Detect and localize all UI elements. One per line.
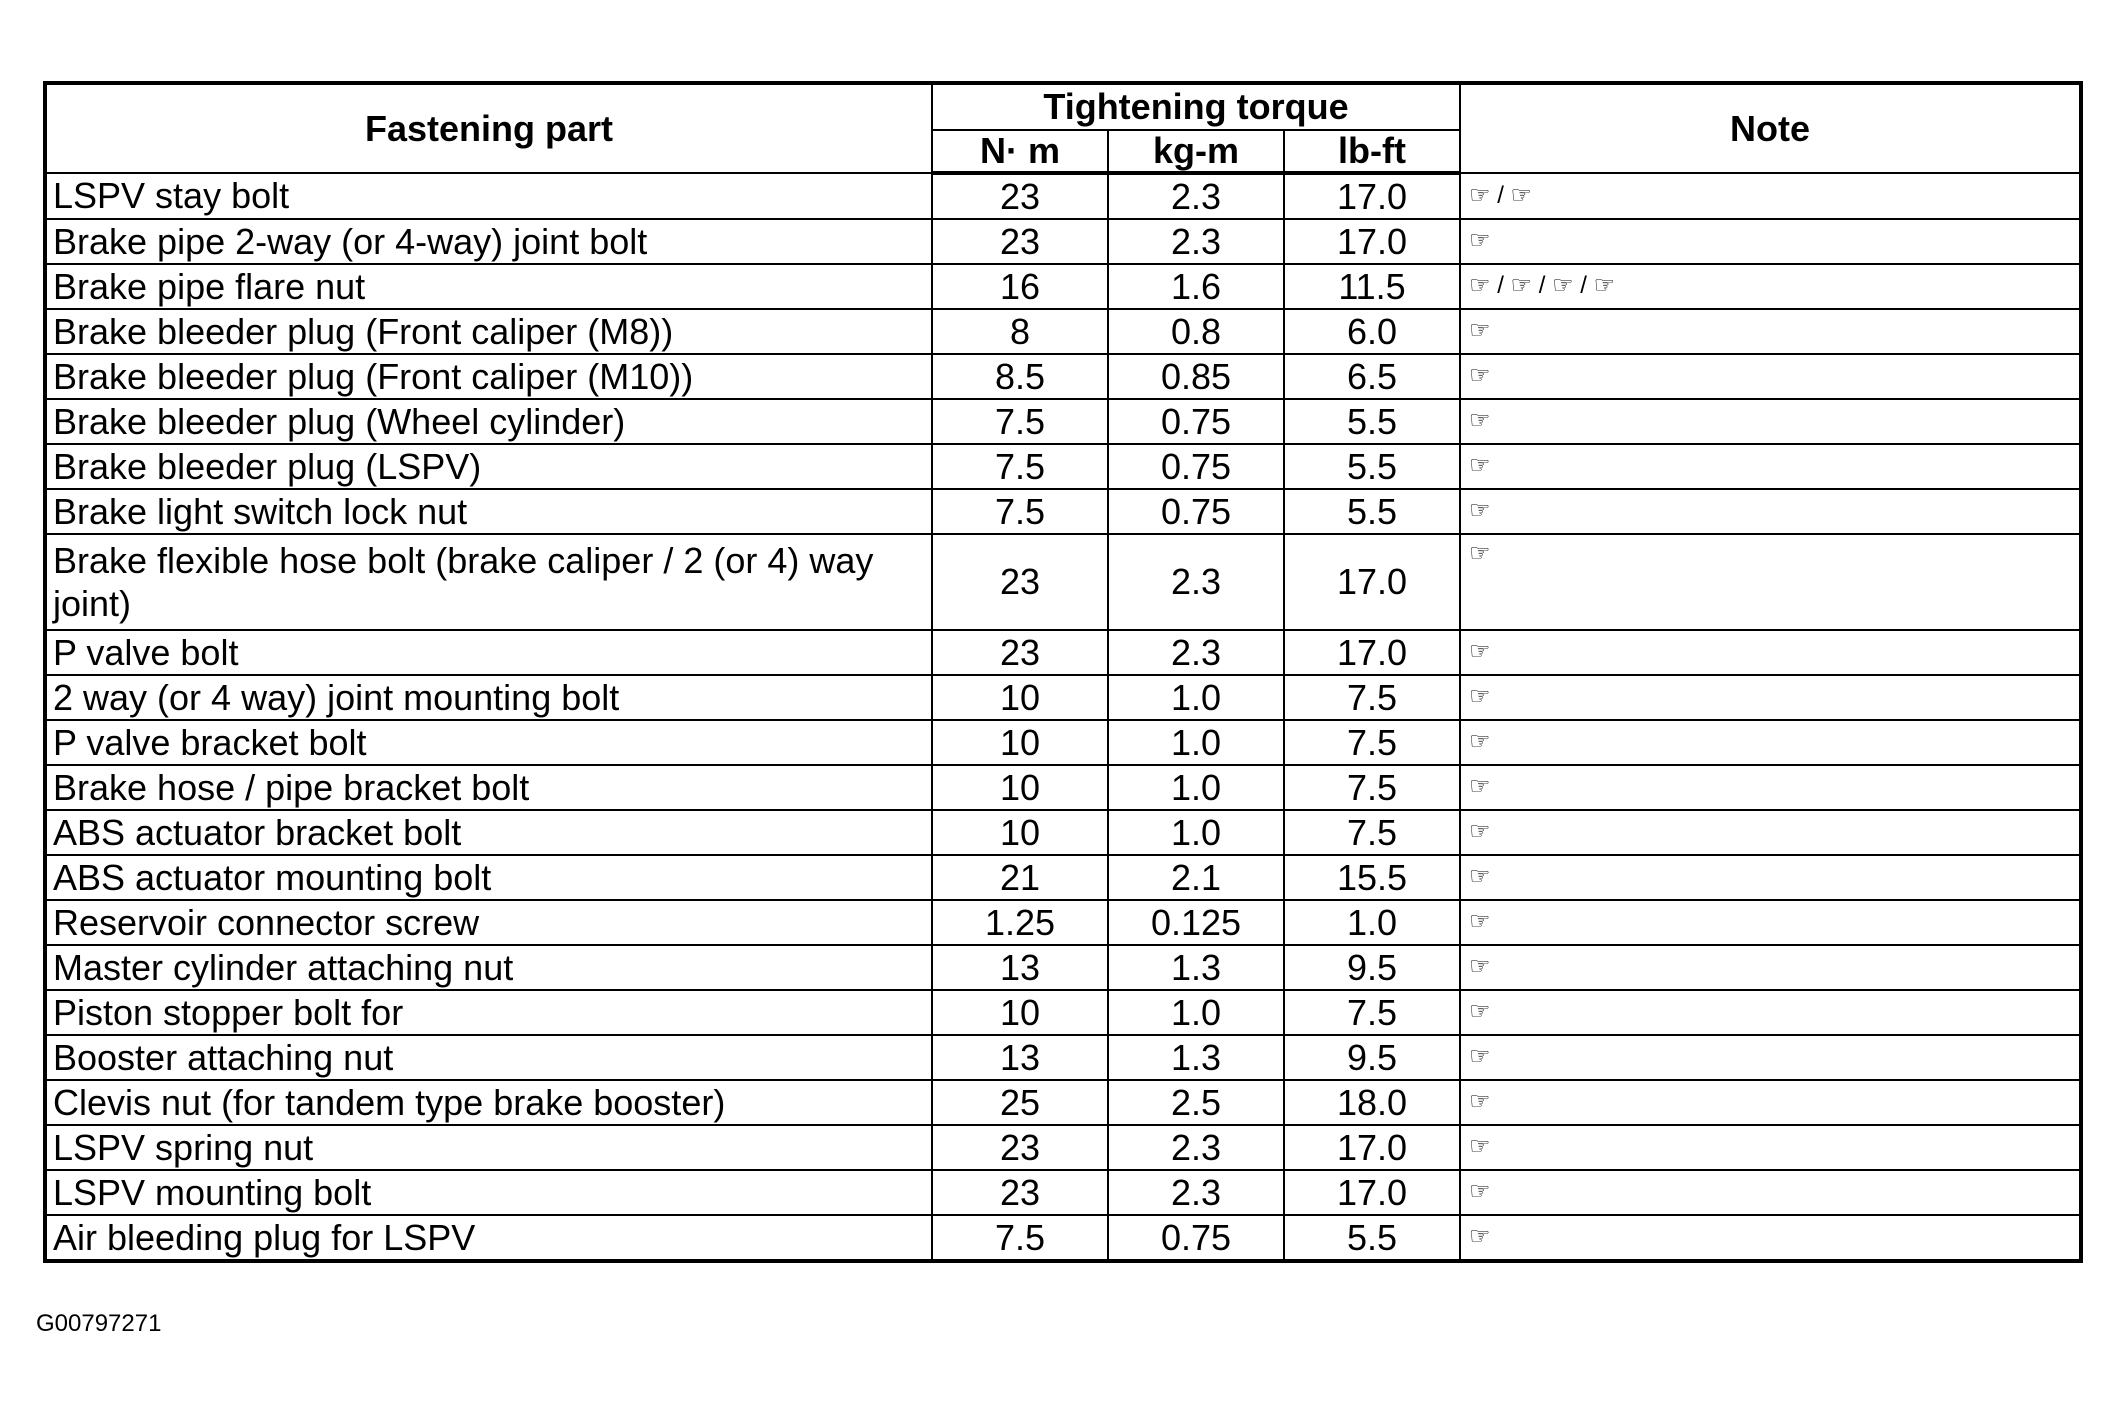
torque-lbft-cell: 18.0 <box>1284 1080 1460 1125</box>
note-reference-icon: ☞ <box>1460 354 2081 399</box>
table-row <box>45 1215 2081 1261</box>
table-row <box>45 1080 2081 1125</box>
fastening-part-cell: Brake pipe 2-way (or 4-way) joint bolt <box>45 219 932 264</box>
torque-kgm-cell: 2.3 <box>1108 219 1284 264</box>
note-reference-icon: ☞ <box>1460 489 2081 534</box>
torque-kgm-cell: 1.0 <box>1108 720 1284 765</box>
note-reference-icon: ☞ <box>1460 219 2081 264</box>
torque-nm-cell: 7.5 <box>932 399 1108 444</box>
torque-lbft-cell: 5.5 <box>1284 1215 1460 1261</box>
torque-kgm-cell: 0.125 <box>1108 900 1284 945</box>
fastening-part-cell: Piston stopper bolt for <box>45 990 932 1035</box>
fastening-part-cell: Air bleeding plug for LSPV <box>45 1215 932 1261</box>
fastening-part-cell: Brake light switch lock nut <box>45 489 932 534</box>
torque-nm-cell: 25 <box>932 1080 1108 1125</box>
figure-id: G00797271 <box>36 1310 162 1337</box>
fastening-part-cell: Master cylinder attaching nut <box>45 945 932 990</box>
table-row <box>45 219 2081 264</box>
fastening-part-cell: LSPV spring nut <box>45 1125 932 1170</box>
torque-nm-cell: 16 <box>932 264 1108 309</box>
note-reference-icon: ☞ <box>1460 399 2081 444</box>
torque-lbft-cell: 17.0 <box>1284 534 1460 630</box>
note-reference-icon: ☞ / ☞ <box>1460 173 2081 219</box>
note-reference-icon: ☞ <box>1460 765 2081 810</box>
torque-nm-cell: 13 <box>932 945 1108 990</box>
note-reference-icon: ☞ <box>1460 675 2081 720</box>
header-note: Note <box>1460 83 2081 173</box>
note-reference-icon: ☞ <box>1460 534 2081 630</box>
torque-nm-cell: 1.25 <box>932 900 1108 945</box>
note-reference-icon: ☞ / ☞ / ☞ / ☞ <box>1460 264 2081 309</box>
note-reference-icon: ☞ <box>1460 990 2081 1035</box>
torque-lbft-cell: 17.0 <box>1284 219 1460 264</box>
torque-kgm-cell: 0.75 <box>1108 1215 1284 1261</box>
header-tightening-torque: Tightening torque <box>932 83 1460 130</box>
note-reference-icon: ☞ <box>1460 855 2081 900</box>
torque-lbft-cell: 9.5 <box>1284 945 1460 990</box>
note-reference-icon: ☞ <box>1460 810 2081 855</box>
torque-lbft-cell: 7.5 <box>1284 675 1460 720</box>
fastening-part-cell: Reservoir connector screw <box>45 900 932 945</box>
table-row <box>45 900 2081 945</box>
torque-kgm-cell: 0.8 <box>1108 309 1284 354</box>
fastening-part-cell: Brake bleeder plug (LSPV) <box>45 444 932 489</box>
fastening-part-cell: LSPV mounting bolt <box>45 1170 932 1215</box>
torque-nm-cell: 23 <box>932 534 1108 630</box>
note-reference-icon: ☞ <box>1460 1035 2081 1080</box>
torque-kgm-cell: 1.3 <box>1108 1035 1284 1080</box>
torque-kgm-cell: 1.0 <box>1108 765 1284 810</box>
torque-lbft-cell: 7.5 <box>1284 765 1460 810</box>
torque-kgm-cell: 1.0 <box>1108 675 1284 720</box>
note-reference-icon: ☞ <box>1460 945 2081 990</box>
torque-lbft-cell: 5.5 <box>1284 489 1460 534</box>
table-row <box>45 855 2081 900</box>
torque-lbft-cell: 5.5 <box>1284 444 1460 489</box>
fastening-part-cell: ABS actuator bracket bolt <box>45 810 932 855</box>
torque-lbft-cell: 6.5 <box>1284 354 1460 399</box>
torque-lbft-cell: 9.5 <box>1284 1035 1460 1080</box>
torque-kgm-cell: 2.3 <box>1108 630 1284 675</box>
note-reference-icon: ☞ <box>1460 1080 2081 1125</box>
torque-nm-cell: 8 <box>932 309 1108 354</box>
torque-lbft-cell: 11.5 <box>1284 264 1460 309</box>
fastening-part-cell: Booster attaching nut <box>45 1035 932 1080</box>
table-row <box>45 810 2081 855</box>
header-unit-lbft: lb-ft <box>1284 130 1460 173</box>
torque-lbft-cell: 7.5 <box>1284 720 1460 765</box>
fastening-part-cell: LSPV stay bolt <box>45 173 932 219</box>
torque-nm-cell: 10 <box>932 990 1108 1035</box>
torque-lbft-cell: 17.0 <box>1284 1125 1460 1170</box>
table-header-row <box>45 83 2081 130</box>
fastening-part-cell: Brake pipe flare nut <box>45 264 932 309</box>
table-row <box>45 945 2081 990</box>
note-reference-icon: ☞ <box>1460 630 2081 675</box>
fastening-part-cell: Clevis nut (for tandem type brake booster) <box>45 1080 932 1125</box>
torque-lbft-cell: 6.0 <box>1284 309 1460 354</box>
torque-kgm-cell: 0.75 <box>1108 489 1284 534</box>
table-row <box>45 444 2081 489</box>
table-row <box>45 264 2081 309</box>
fastening-part-cell: Brake hose / pipe bracket bolt <box>45 765 932 810</box>
fastening-part-cell: 2 way (or 4 way) joint mounting bolt <box>45 675 932 720</box>
torque-nm-cell: 7.5 <box>932 1215 1108 1261</box>
torque-nm-cell: 23 <box>932 173 1108 219</box>
fastening-part-cell: Brake bleeder plug (Front caliper (M10)) <box>45 354 932 399</box>
torque-lbft-cell: 7.5 <box>1284 990 1460 1035</box>
torque-nm-cell: 8.5 <box>932 354 1108 399</box>
torque-kgm-cell: 0.75 <box>1108 399 1284 444</box>
torque-kgm-cell: 2.3 <box>1108 534 1284 630</box>
fastening-part-cell: Brake bleeder plug (Front caliper (M8)) <box>45 309 932 354</box>
torque-nm-cell: 23 <box>932 219 1108 264</box>
torque-nm-cell: 10 <box>932 810 1108 855</box>
fastening-part-cell: ABS actuator mounting bolt <box>45 855 932 900</box>
note-reference-icon: ☞ <box>1460 1215 2081 1261</box>
torque-nm-cell: 10 <box>932 720 1108 765</box>
table-row <box>45 1125 2081 1170</box>
torque-nm-cell: 13 <box>932 1035 1108 1080</box>
note-reference-icon: ☞ <box>1460 1125 2081 1170</box>
note-reference-icon: ☞ <box>1460 309 2081 354</box>
table-row <box>45 309 2081 354</box>
torque-lbft-cell: 17.0 <box>1284 173 1460 219</box>
header-unit-kgm: kg-m <box>1108 130 1284 173</box>
torque-nm-cell: 10 <box>932 675 1108 720</box>
torque-kgm-cell: 1.0 <box>1108 990 1284 1035</box>
torque-lbft-cell: 7.5 <box>1284 810 1460 855</box>
torque-specification-table <box>43 81 2083 1263</box>
torque-lbft-cell: 15.5 <box>1284 855 1460 900</box>
table-row <box>45 1170 2081 1215</box>
header-unit-nm: N· m <box>932 130 1108 173</box>
header-fastening-part: Fastening part <box>45 83 932 173</box>
note-reference-icon: ☞ <box>1460 444 2081 489</box>
torque-kgm-cell: 1.3 <box>1108 945 1284 990</box>
table-row <box>45 173 2081 219</box>
torque-nm-cell: 7.5 <box>932 444 1108 489</box>
table-row <box>45 489 2081 534</box>
note-reference-icon: ☞ <box>1460 900 2081 945</box>
torque-kgm-cell: 0.85 <box>1108 354 1284 399</box>
table-body <box>45 173 2081 1261</box>
table-row <box>45 354 2081 399</box>
table-row <box>45 720 2081 765</box>
table-row <box>45 534 2081 630</box>
torque-kgm-cell: 2.3 <box>1108 173 1284 219</box>
torque-kgm-cell: 2.1 <box>1108 855 1284 900</box>
table-row <box>45 675 2081 720</box>
table-row <box>45 765 2081 810</box>
torque-lbft-cell: 1.0 <box>1284 900 1460 945</box>
torque-nm-cell: 23 <box>932 1170 1108 1215</box>
torque-nm-cell: 23 <box>932 1125 1108 1170</box>
fastening-part-cell: P valve bolt <box>45 630 932 675</box>
note-reference-icon: ☞ <box>1460 720 2081 765</box>
table-row <box>45 1035 2081 1080</box>
torque-nm-cell: 23 <box>932 630 1108 675</box>
torque-kgm-cell: 1.6 <box>1108 264 1284 309</box>
torque-kgm-cell: 2.3 <box>1108 1170 1284 1215</box>
fastening-part-cell: P valve bracket bolt <box>45 720 932 765</box>
note-reference-icon: ☞ <box>1460 1170 2081 1215</box>
torque-lbft-cell: 5.5 <box>1284 399 1460 444</box>
torque-lbft-cell: 17.0 <box>1284 630 1460 675</box>
fastening-part-cell: Brake bleeder plug (Wheel cylinder) <box>45 399 932 444</box>
torque-lbft-cell: 17.0 <box>1284 1170 1460 1215</box>
table-row <box>45 990 2081 1035</box>
torque-kgm-cell: 0.75 <box>1108 444 1284 489</box>
table-row <box>45 399 2081 444</box>
torque-kgm-cell: 2.3 <box>1108 1125 1284 1170</box>
fastening-part-cell: Brake flexible hose bolt (brake caliper / 2 (or 4) way joint) <box>45 534 932 630</box>
torque-nm-cell: 10 <box>932 765 1108 810</box>
torque-kgm-cell: 2.5 <box>1108 1080 1284 1125</box>
torque-nm-cell: 21 <box>932 855 1108 900</box>
torque-nm-cell: 7.5 <box>932 489 1108 534</box>
table-row <box>45 630 2081 675</box>
torque-kgm-cell: 1.0 <box>1108 810 1284 855</box>
